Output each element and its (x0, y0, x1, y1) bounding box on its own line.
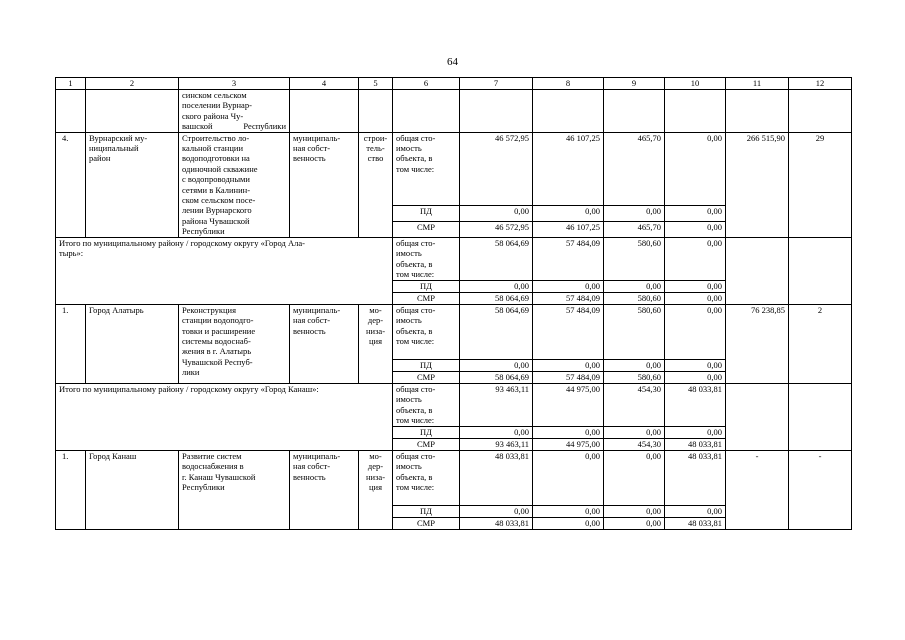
total-caption-line: Итого по муниципальному району / городскому округу «Город Ала- (59, 237, 305, 248)
col11-value (726, 237, 789, 304)
smr-label: СМР (393, 221, 460, 237)
row-number: 4. (56, 132, 86, 237)
smr-value: 580,60 (604, 371, 665, 383)
object-description-line: Чувашской Респуб- (182, 356, 253, 367)
ownership-line: муниципаль- (293, 304, 341, 315)
smr-value: 0,00 (665, 221, 726, 237)
table-row (56, 304, 852, 359)
pd-value: 0,00 (533, 205, 604, 221)
total-label-line: объекта, в (396, 153, 433, 164)
total-caption (56, 237, 393, 304)
ownership-line: муниципаль- (293, 132, 341, 143)
pd-label: ПД (393, 280, 460, 292)
table-row (56, 90, 852, 133)
col-header: 5 (359, 78, 393, 90)
empty-cell (665, 90, 726, 133)
empty-cell (359, 90, 393, 133)
pd-label: ПД (393, 505, 460, 517)
empty-cell (393, 90, 460, 133)
col-header: 9 (604, 78, 665, 90)
total-label-line: имость (396, 461, 422, 472)
total-label-line: объекта, в (396, 471, 433, 482)
smr-value: 46 572,95 (460, 221, 533, 237)
table-row (56, 132, 852, 205)
total-value: 48 033,81 (665, 450, 726, 505)
col-header: 4 (290, 78, 359, 90)
object-description-line: Республики (182, 226, 225, 237)
total-label-line: общая сто- (396, 237, 436, 248)
object-description (179, 90, 290, 133)
total-value: 58 064,69 (460, 237, 533, 280)
smr-value: 48 033,81 (665, 438, 726, 450)
smr-value: 0,00 (533, 517, 604, 529)
table-row (56, 450, 852, 505)
total-value: 454,30 (604, 383, 665, 426)
pd-value: 0,00 (665, 426, 726, 438)
ownership-line: муниципаль- (293, 450, 341, 461)
work-type-line: тель- (366, 143, 385, 154)
ownership-line: ная собст- (293, 461, 331, 472)
total-label-line: общая сто- (396, 132, 436, 143)
total-value: 93 463,11 (460, 383, 533, 426)
budget-table (55, 77, 852, 530)
work-type-line: дер- (367, 315, 384, 326)
empty-cell (726, 90, 789, 133)
total-label-line: том числе: (396, 481, 435, 492)
pd-value: 0,00 (665, 205, 726, 221)
total-label-line: объекта, в (396, 404, 433, 415)
empty-cell (789, 90, 852, 133)
object-description-line: Реконструкция (182, 304, 237, 315)
municipality-name-line: Город Канаш (89, 450, 137, 461)
smr-value: 46 107,25 (533, 221, 604, 237)
total-value: 580,60 (604, 304, 665, 359)
object-description (179, 450, 290, 529)
municipality-name-line: ниципальный (89, 143, 139, 154)
row-number (56, 90, 86, 133)
pd-value: 0,00 (460, 426, 533, 438)
pd-value: 0,00 (533, 280, 604, 292)
total-label-line: том числе: (396, 414, 435, 425)
total-label-line: общая сто- (396, 304, 436, 315)
work-type-line: ство (367, 153, 384, 164)
total-value: 0,00 (604, 450, 665, 505)
total-label-line: объекта, в (396, 325, 433, 336)
smr-value: 580,60 (604, 292, 665, 304)
object-description-line: Республики (182, 481, 225, 492)
work-type (359, 450, 393, 529)
col-header: 3 (179, 78, 290, 90)
total-label (393, 132, 460, 205)
object-description-line: водоснабжения в (182, 461, 244, 472)
object-description-line: вашской Республики (182, 121, 286, 132)
pd-value: 0,00 (460, 359, 533, 371)
smr-value: 0,00 (665, 292, 726, 304)
object-description-line: жения в г. Алатырь (182, 346, 252, 357)
pd-label: ПД (393, 205, 460, 221)
object-description-line: одиночной скважине (182, 163, 258, 174)
col-header: 1 (56, 78, 86, 90)
smr-value: 93 463,11 (460, 438, 533, 450)
smr-value: 465,70 (604, 221, 665, 237)
col12-value: - (789, 450, 852, 529)
smr-value: 57 484,09 (533, 292, 604, 304)
work-type-line: низа- (365, 471, 386, 482)
object-description-line: ском сельском посе- (182, 195, 256, 206)
total-value: 58 064,69 (460, 304, 533, 359)
pd-value: 0,00 (604, 359, 665, 371)
col-header: 2 (86, 78, 179, 90)
object-description-line: г. Канаш Чувашской (182, 471, 256, 482)
total-label-line: том числе: (396, 268, 435, 279)
col-header: 12 (789, 78, 852, 90)
work-type-line: ция (368, 335, 382, 346)
object-description-line: поселении Вурнар- (182, 100, 252, 111)
smr-value: 0,00 (665, 371, 726, 383)
work-type-line: низа- (365, 325, 386, 336)
table-row (56, 237, 852, 280)
pd-label: ПД (393, 359, 460, 371)
col11-value (726, 383, 789, 450)
object-description-line: лении Вурнарского (182, 205, 252, 216)
pd-value: 0,00 (604, 426, 665, 438)
smr-value: 58 064,69 (460, 371, 533, 383)
total-caption-line: Итого по муниципальному району / городскому округу «Город Канаш»: (59, 383, 319, 394)
work-type (359, 304, 393, 383)
smr-value: 0,00 (604, 517, 665, 529)
smr-value: 48 033,81 (460, 517, 533, 529)
municipality-name (86, 90, 179, 133)
total-label (393, 383, 460, 426)
municipality-name (86, 132, 179, 237)
empty-cell (604, 90, 665, 133)
empty-cell (290, 90, 359, 133)
total-caption (56, 383, 393, 450)
total-label-line: общая сто- (396, 383, 436, 394)
page-number: 64 (447, 56, 458, 68)
ownership-line: ная собст- (293, 143, 331, 154)
total-label-line: имость (396, 315, 422, 326)
ownership-line: венность (293, 153, 326, 164)
total-label-line: имость (396, 143, 422, 154)
object-description-line: с водопроводными (182, 174, 250, 185)
col-header: 6 (393, 78, 460, 90)
pd-value: 0,00 (533, 505, 604, 517)
col-header: 7 (460, 78, 533, 90)
object-description-line: сетями в Калинин- (182, 184, 251, 195)
municipality-name-line: Город Алатырь (89, 304, 144, 315)
municipality-name (86, 450, 179, 529)
work-type-line: мо- (369, 450, 382, 461)
object-description (179, 132, 290, 237)
total-label-line: общая сто- (396, 450, 436, 461)
total-label-line: имость (396, 394, 422, 405)
ownership-line: ная собст- (293, 315, 331, 326)
work-type-line: мо- (369, 304, 382, 315)
col-header: 10 (665, 78, 726, 90)
municipality-name-line: район (89, 153, 111, 164)
total-value: 0,00 (665, 132, 726, 205)
object-description-line: лики (182, 367, 200, 378)
ownership (290, 132, 359, 237)
total-value: 46 572,95 (460, 132, 533, 205)
object-description-line: системы водоснаб- (182, 335, 251, 346)
pd-value: 0,00 (665, 505, 726, 517)
col-header: 8 (533, 78, 604, 90)
total-value: 46 107,25 (533, 132, 604, 205)
col11-value: - (726, 450, 789, 529)
smr-label: СМР (393, 517, 460, 529)
municipality-name (86, 304, 179, 383)
object-description-line: Развитие систем (182, 450, 242, 461)
empty-cell (460, 90, 533, 133)
total-label (393, 237, 460, 280)
pd-value: 0,00 (604, 205, 665, 221)
total-value: 44 975,00 (533, 383, 604, 426)
total-value: 48 033,81 (665, 383, 726, 426)
smr-value: 58 064,69 (460, 292, 533, 304)
object-description-line: кальной станции (182, 143, 243, 154)
pd-value: 0,00 (665, 359, 726, 371)
table-body (56, 78, 852, 530)
total-value: 0,00 (533, 450, 604, 505)
col12-value (789, 237, 852, 304)
object-description-line: района Чувашской (182, 215, 250, 226)
row-number: 1. (56, 304, 86, 383)
smr-value: 57 484,09 (533, 371, 604, 383)
object-description-line: ского района Чу- (182, 110, 244, 121)
total-label-line: объекта, в (396, 258, 433, 269)
col12-value: 2 (789, 304, 852, 383)
total-label (393, 450, 460, 505)
total-value: 57 484,09 (533, 304, 604, 359)
smr-label: СМР (393, 371, 460, 383)
ownership-line: венность (293, 471, 326, 482)
total-value: 0,00 (665, 304, 726, 359)
total-value: 48 033,81 (460, 450, 533, 505)
pd-value: 0,00 (533, 426, 604, 438)
work-type-line: строи- (363, 132, 388, 143)
pd-value: 0,00 (533, 359, 604, 371)
object-description (179, 304, 290, 383)
smr-label: СМР (393, 292, 460, 304)
pd-value: 0,00 (460, 505, 533, 517)
col12-value (789, 383, 852, 450)
total-label-line: том числе: (396, 163, 435, 174)
municipality-name-line: Вурнарский му- (89, 132, 148, 143)
object-description-line: товки и расширение (182, 325, 256, 336)
total-label (393, 304, 460, 359)
ownership (290, 450, 359, 529)
object-description-line: синском сельском (182, 90, 247, 100)
object-description-line: Строительство ло- (182, 132, 250, 143)
smr-value: 454,30 (604, 438, 665, 450)
total-label-line: имость (396, 248, 422, 259)
ownership (290, 304, 359, 383)
col11-value: 76 238,85 (726, 304, 789, 383)
total-caption-line: тырь»: (59, 248, 84, 259)
smr-value: 48 033,81 (665, 517, 726, 529)
row-number: 1. (56, 450, 86, 529)
work-type-line: дер- (367, 461, 384, 472)
total-value: 465,70 (604, 132, 665, 205)
object-description-line: станции водоподго- (182, 315, 254, 326)
col11-value: 266 515,90 (726, 132, 789, 237)
total-label-line: том числе: (396, 335, 435, 346)
work-type (359, 132, 393, 237)
total-value: 580,60 (604, 237, 665, 280)
pd-value: 0,00 (460, 205, 533, 221)
smr-label: СМР (393, 438, 460, 450)
table-row (56, 383, 852, 426)
total-value: 0,00 (665, 237, 726, 280)
pd-value: 0,00 (604, 280, 665, 292)
col12-value: 29 (789, 132, 852, 237)
pd-value: 0,00 (665, 280, 726, 292)
col-header: 11 (726, 78, 789, 90)
ownership-line: венность (293, 325, 326, 336)
pd-value: 0,00 (604, 505, 665, 517)
pd-value: 0,00 (460, 280, 533, 292)
pd-label: ПД (393, 426, 460, 438)
empty-cell (533, 90, 604, 133)
header-row (56, 78, 852, 90)
total-value: 57 484,09 (533, 237, 604, 280)
smr-value: 44 975,00 (533, 438, 604, 450)
object-description-line: водоподготовки на (182, 153, 250, 164)
work-type-line: ция (368, 481, 382, 492)
